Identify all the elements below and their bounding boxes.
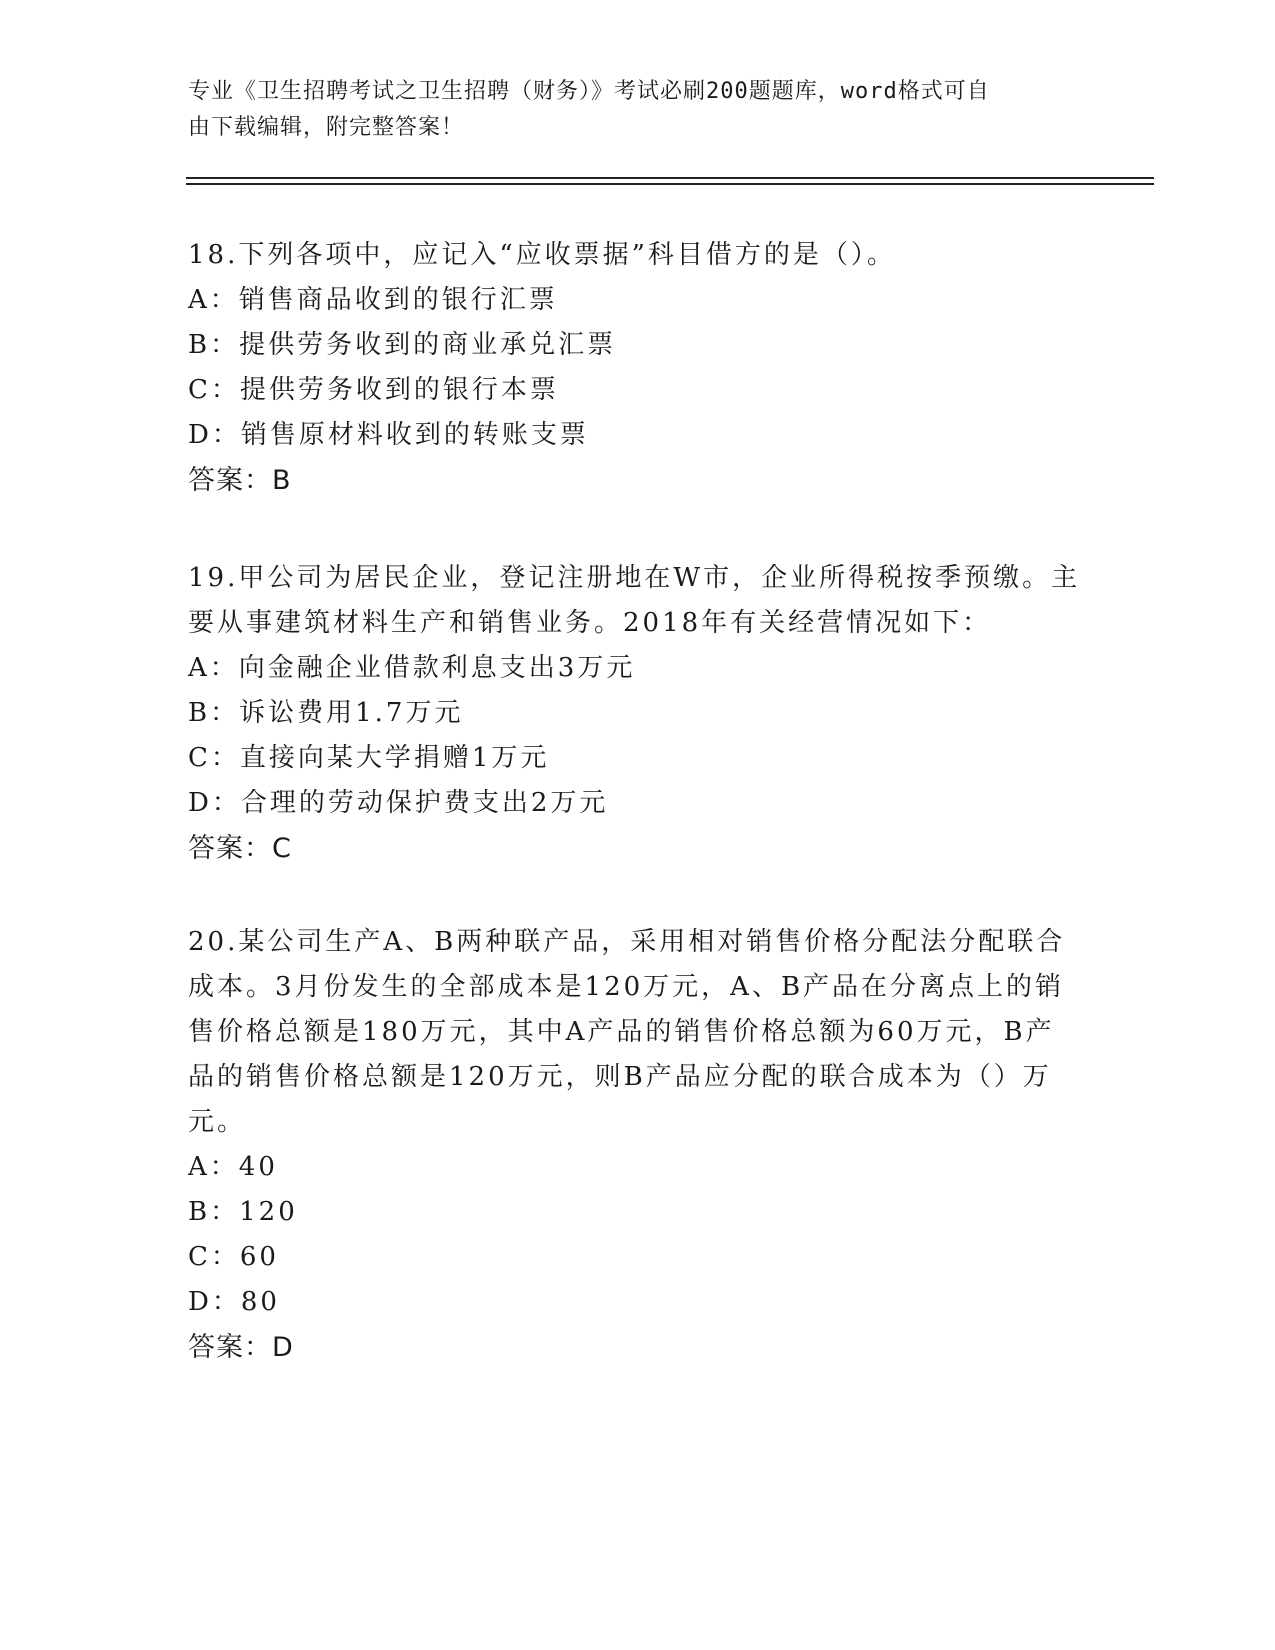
document-header — [188, 74, 1068, 146]
header-line-2: 由下载编辑，附完整答案！ — [188, 115, 465, 140]
header-divider-top — [186, 177, 1154, 179]
question-stem-line: 成本。3月份发生的全部成本是120万元，A、B产品在分离点上的销 — [188, 972, 1065, 1002]
option-b: B：诉讼费用1.7万元 — [188, 698, 464, 728]
option-a: A：向金融企业借款利息支出3万元 — [188, 653, 636, 683]
option-a: A：40 — [188, 1152, 278, 1182]
answer: 答案：D — [188, 1332, 294, 1363]
question-stem-line: 18.下列各项中，应记入“应收票据”科目借方的是（）。 — [188, 240, 896, 270]
question-stem-line: 售价格总额是180万元，其中A产品的销售价格总额为60万元，B产 — [188, 1017, 1055, 1047]
answer: 答案：B — [188, 465, 292, 496]
question-18 — [188, 233, 1088, 503]
option-c: C：直接向某大学捐赠1万元 — [188, 743, 550, 773]
option-a: A：销售商品收到的银行汇票 — [188, 285, 558, 315]
option-b: B：120 — [188, 1197, 298, 1227]
option-c: C：提供劳务收到的银行本票 — [188, 375, 559, 405]
question-19 — [188, 556, 1088, 871]
question-20 — [188, 920, 1088, 1370]
header-divider-bottom — [186, 183, 1154, 185]
question-stem-line: 要从事建筑材料生产和销售业务。2018年有关经营情况如下： — [188, 608, 992, 638]
option-c: C：60 — [188, 1242, 279, 1272]
question-stem-line: 元。 — [188, 1107, 247, 1137]
option-d: D：销售原材料收到的转账支票 — [188, 420, 589, 450]
question-stem-line: 20.某公司生产A、B两种联产品，采用相对销售价格分配法分配联合 — [188, 927, 1066, 957]
question-stem-line: 品的销售价格总额是120万元，则B产品应分配的联合成本为（）万 — [188, 1062, 1052, 1092]
answer: 答案：C — [188, 833, 292, 864]
option-b: B：提供劳务收到的商业承兑汇票 — [188, 330, 617, 360]
question-stem-line: 19.甲公司为居民企业，登记注册地在W市，企业所得税按季预缴。主 — [188, 563, 1081, 593]
option-d: D：合理的劳动保护费支出2万元 — [188, 788, 609, 818]
header-line-1: 专业《卫生招聘考试之卫生招聘（财务）》考试必刷200题题库，word格式可自 — [188, 79, 990, 104]
option-d: D：80 — [188, 1287, 280, 1317]
